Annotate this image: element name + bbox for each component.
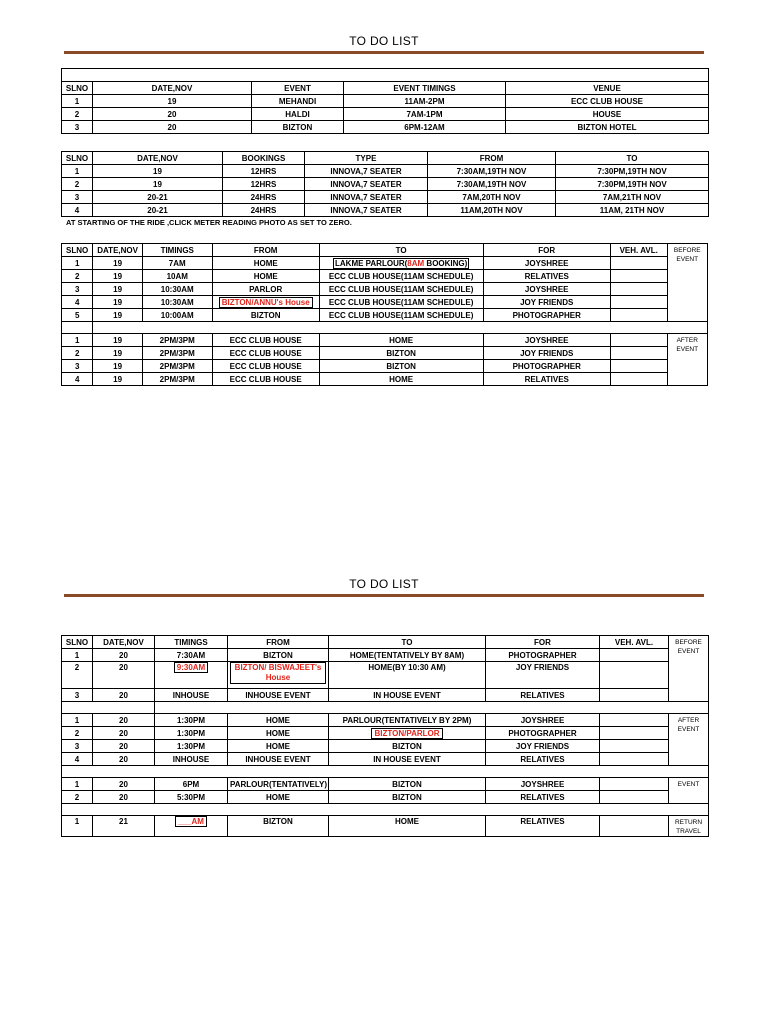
cell: 20: [93, 689, 155, 702]
highlighted-time: 9:30AM: [174, 662, 208, 673]
cell: 10:30AM: [142, 283, 212, 296]
table-row: [62, 373, 708, 386]
table-row: [62, 309, 708, 322]
cell: 7:30AM: [155, 649, 228, 662]
cell: 2: [62, 727, 93, 740]
vehicle-cell: [610, 257, 667, 270]
table-spacer-row: [62, 766, 709, 778]
vehicle-cell: [600, 778, 669, 791]
cell: HOME: [228, 740, 329, 753]
page-title: TO DO LIST: [349, 577, 419, 591]
table-header-row: [62, 636, 709, 649]
cell: 19: [93, 95, 252, 108]
cell: [155, 816, 228, 837]
cell: 20: [93, 108, 252, 121]
header-cell: FROM: [212, 244, 319, 257]
cell: BIZTON: [252, 121, 344, 134]
cell: 20-21: [93, 191, 223, 204]
cell: RELATIVES: [483, 270, 610, 283]
cell: 2: [62, 791, 93, 804]
cell: 20: [93, 778, 155, 791]
cell: INHOUSE: [155, 753, 228, 766]
page-title: TO DO LIST: [349, 34, 419, 48]
cell: HOME(BY 10:30 AM): [329, 662, 486, 689]
cell: 1: [62, 334, 93, 347]
cell: PHOTOGRAPHER: [486, 727, 600, 740]
cell: IN HOUSE EVENT: [329, 753, 486, 766]
cell: HOME: [319, 334, 483, 347]
cell: JOY FRIENDS: [486, 662, 600, 689]
table-row: [62, 296, 708, 309]
cell: BIZTON: [329, 778, 486, 791]
cell: INNOVA,7 SEATER: [305, 165, 428, 178]
table-row: [62, 791, 709, 804]
cell: 20: [93, 791, 155, 804]
cell: 3: [62, 283, 93, 296]
cell: 7:30AM,19TH NOV: [428, 178, 556, 191]
cell: HOME: [319, 373, 483, 386]
vehicle-cell: [600, 714, 669, 727]
cell: JOYSHREE: [483, 257, 610, 270]
cell: [329, 727, 486, 740]
cell: 12HRS: [223, 165, 305, 178]
cell: HALDI: [252, 108, 344, 121]
highlighted-location: BIZTON/ BISWAJEET's House: [230, 662, 326, 684]
cell: RELATIVES: [483, 373, 610, 386]
cell: IN HOUSE EVENT: [329, 689, 486, 702]
table-row: [62, 347, 708, 360]
cell: HOME: [212, 270, 319, 283]
cell: ECC CLUB HOUSE: [506, 95, 709, 108]
cell: 11AM-2PM: [344, 95, 506, 108]
table-header-row: [62, 152, 709, 165]
cell: BIZTON: [228, 816, 329, 837]
cell: 20-21: [93, 204, 223, 217]
vehicle-cell: [600, 816, 669, 837]
cell: [319, 257, 483, 270]
cell: 7:30AM,19TH NOV: [428, 165, 556, 178]
after-event-label: AFTER EVENT: [667, 334, 707, 386]
cell: 20: [93, 121, 252, 134]
table-row: [62, 360, 708, 373]
vehicle-cell: [610, 270, 667, 283]
vehicle-cell: [610, 347, 667, 360]
cell: 20: [93, 649, 155, 662]
cell: PARLOR: [212, 283, 319, 296]
header-cell: BOOKINGS: [223, 152, 305, 165]
cell: 4: [62, 373, 93, 386]
cell: JOYSHREE: [486, 778, 600, 791]
title-divider: [64, 51, 704, 54]
cell: RELATIVES: [486, 791, 600, 804]
cell: BIZTON: [329, 791, 486, 804]
cell: 7:30PM,19TH NOV: [556, 165, 709, 178]
cell: 1: [62, 816, 93, 837]
cell: HOUSE: [506, 108, 709, 121]
to-highlight: 8AM: [407, 258, 425, 268]
vehicle-cell: [600, 753, 669, 766]
table-row: [62, 204, 709, 217]
after-event-label: AFTER EVENT: [669, 714, 709, 766]
cell: 7AM-1PM: [344, 108, 506, 121]
cell: 2PM/3PM: [142, 347, 212, 360]
cell: 2PM/3PM: [142, 360, 212, 373]
cell: MEHANDI: [252, 95, 344, 108]
table-header-row: [62, 244, 708, 257]
table-row: [62, 191, 709, 204]
cell: 4: [62, 753, 93, 766]
cell: [228, 662, 329, 689]
cell: INNOVA,7 SEATER: [305, 191, 428, 204]
cell: 7AM,21TH NOV: [556, 191, 709, 204]
header-cell: FROM: [428, 152, 556, 165]
cell: BIZTON: [228, 649, 329, 662]
header-cell: VEH. AVL.: [610, 244, 667, 257]
table-spacer-row: [62, 702, 709, 714]
vehicle-cell: [600, 791, 669, 804]
header-cell: VENUE: [506, 82, 709, 95]
table-row: [62, 283, 708, 296]
header-cell: EVENT TIMINGS: [344, 82, 506, 95]
vehicle-cell: [600, 662, 669, 689]
cell: HOME: [228, 727, 329, 740]
cell: BIZTON: [319, 347, 483, 360]
cell: 1:30PM: [155, 714, 228, 727]
cell: ECC CLUB HOUSE: [212, 373, 319, 386]
cell: 1:30PM: [155, 727, 228, 740]
vehicle-cell: [600, 740, 669, 753]
cell: PHOTOGRAPHER: [486, 649, 600, 662]
header-cell: SLNO: [62, 152, 93, 165]
table-row: [62, 753, 709, 766]
cell: 10AM: [142, 270, 212, 283]
cell: 1: [62, 257, 93, 270]
vehicle-cell: [610, 283, 667, 296]
events-table: [61, 68, 709, 134]
cell: PHOTOGRAPHER: [483, 360, 610, 373]
header-cell: TO: [319, 244, 483, 257]
cell: 10:30AM: [142, 296, 212, 309]
cell: 19: [93, 309, 143, 322]
bookings-table: [61, 151, 709, 217]
cell: JOY FRIENDS: [483, 347, 610, 360]
cell: 2: [62, 347, 93, 360]
cell: 11AM,20TH NOV: [428, 204, 556, 217]
header-cell: VEH. AVL.: [600, 636, 669, 649]
cell: 5:30PM: [155, 791, 228, 804]
cell: 1: [62, 714, 93, 727]
cell: 3: [62, 191, 93, 204]
event-label: EVENT: [669, 778, 709, 804]
table-row: [62, 257, 708, 270]
table-row: [62, 121, 709, 134]
table-row: [62, 95, 709, 108]
cell: 2: [62, 178, 93, 191]
cell: ECC CLUB HOUSE(11AM SCHEDULE): [319, 296, 483, 309]
cell: BIZTON: [212, 309, 319, 322]
cell: [212, 296, 319, 309]
cell: 7:30PM,19TH NOV: [556, 178, 709, 191]
table-row: [62, 334, 708, 347]
table-row: [62, 816, 709, 837]
cell: 1:30PM: [155, 740, 228, 753]
cell: INHOUSE EVENT: [228, 753, 329, 766]
cell: 19: [93, 334, 143, 347]
header-cell: EVENT: [252, 82, 344, 95]
table-header-row: [62, 82, 709, 95]
to-suffix: BOOKING): [424, 258, 468, 268]
header-cell: TIMINGS: [155, 636, 228, 649]
cell: 20: [93, 727, 155, 740]
cell: HOME: [228, 714, 329, 727]
cell: 1: [62, 649, 93, 662]
title-divider: [64, 594, 704, 597]
before-event-label: BEFORE EVENT: [669, 636, 709, 702]
cell: INNOVA,7 SEATER: [305, 178, 428, 191]
cell: PARLOUR(TENTATIVELY BY 2PM): [329, 714, 486, 727]
return-travel-label: RETURN TRAVEL: [669, 816, 709, 837]
cell: JOYSHREE: [483, 334, 610, 347]
header-cell: TO: [329, 636, 486, 649]
cell: JOY FRIENDS: [486, 740, 600, 753]
header-cell: DATE,NOV: [93, 82, 252, 95]
cell: JOYSHREE: [483, 283, 610, 296]
cell: 1: [62, 778, 93, 791]
header-cell: FROM: [228, 636, 329, 649]
table-blank-row: [62, 69, 709, 82]
cell: 1: [62, 165, 93, 178]
cell: 3: [62, 360, 93, 373]
cell: 12HRS: [223, 178, 305, 191]
cell: JOY FRIENDS: [483, 296, 610, 309]
cell: 4: [62, 204, 93, 217]
cell: INHOUSE EVENT: [228, 689, 329, 702]
cell: 24HRS: [223, 204, 305, 217]
cell: 20: [93, 740, 155, 753]
header-cell: FOR: [486, 636, 600, 649]
table-row: [62, 740, 709, 753]
cell: 2: [62, 108, 93, 121]
cell: [155, 662, 228, 689]
cell: 4: [62, 296, 93, 309]
highlighted-time: ___AM: [175, 816, 207, 827]
vehicle-cell: [610, 360, 667, 373]
cell: 20: [93, 662, 155, 689]
vehicle-cell: [610, 334, 667, 347]
cell: 10:00AM: [142, 309, 212, 322]
cell: RELATIVES: [486, 816, 600, 837]
vehicle-cell: [600, 727, 669, 740]
cell: 3: [62, 121, 93, 134]
cell: ECC CLUB HOUSE: [212, 347, 319, 360]
cell: 19: [93, 373, 143, 386]
vehicle-cell: [610, 373, 667, 386]
vehicle-cell: [610, 296, 667, 309]
highlighted-location: BIZTON/PARLOR: [371, 728, 442, 739]
ride-instruction-note: AT STARTING OF THE RIDE ,CLICK METER READING PHOTO AS SET TO ZERO.: [66, 218, 352, 227]
rides-table: [61, 243, 708, 386]
cell: ECC CLUB HOUSE: [212, 334, 319, 347]
header-cell: SLNO: [62, 636, 93, 649]
cell: RELATIVES: [486, 689, 600, 702]
cell: 1: [62, 95, 93, 108]
cell: 20: [93, 753, 155, 766]
table-spacer-row: [62, 804, 709, 816]
cell: 19: [93, 178, 223, 191]
cell: 19: [93, 360, 143, 373]
table-row: [62, 778, 709, 791]
cell: HOME(TENTATIVELY BY 8AM): [329, 649, 486, 662]
rides-table: [61, 635, 709, 837]
cell: ECC CLUB HOUSE: [212, 360, 319, 373]
header-cell: SLNO: [62, 244, 93, 257]
cell: 19: [93, 283, 143, 296]
cell: 11AM, 21TH NOV: [556, 204, 709, 217]
cell: PARLOUR(TENTATIVELY): [228, 778, 329, 791]
cell: BIZTON: [319, 360, 483, 373]
cell: 24HRS: [223, 191, 305, 204]
to-prefix: LAKME PARLOUR(: [335, 258, 408, 268]
header-cell: FOR: [483, 244, 610, 257]
cell: BIZTON: [329, 740, 486, 753]
header-cell: DATE,NOV: [93, 636, 155, 649]
cell: 6PM: [155, 778, 228, 791]
cell: 19: [93, 257, 143, 270]
cell: 19: [93, 270, 143, 283]
table-row: [62, 689, 709, 702]
header-cell: DATE,NOV: [93, 244, 143, 257]
cell: 2: [62, 662, 93, 689]
table-row: [62, 727, 709, 740]
cell: 3: [62, 689, 93, 702]
header-cell: TO: [556, 152, 709, 165]
table-row: [62, 270, 708, 283]
cell: 7AM: [142, 257, 212, 270]
vehicle-cell: [600, 689, 669, 702]
before-event-label: BEFORE EVENT: [667, 244, 707, 322]
cell: 21: [93, 816, 155, 837]
cell: INNOVA,7 SEATER: [305, 204, 428, 217]
cell: INHOUSE: [155, 689, 228, 702]
cell: HOME: [212, 257, 319, 270]
cell: RELATIVES: [486, 753, 600, 766]
cell: 6PM-12AM: [344, 121, 506, 134]
cell: 5: [62, 309, 93, 322]
vehicle-cell: [610, 309, 667, 322]
header-cell: TIMINGS: [142, 244, 212, 257]
cell: 19: [93, 165, 223, 178]
cell: JOYSHREE: [486, 714, 600, 727]
cell: ECC CLUB HOUSE(11AM SCHEDULE): [319, 309, 483, 322]
cell: ECC CLUB HOUSE(11AM SCHEDULE): [319, 270, 483, 283]
header-cell: DATE,NOV: [93, 152, 223, 165]
table-row: [62, 662, 709, 689]
header-cell: TYPE: [305, 152, 428, 165]
cell: HOME: [329, 816, 486, 837]
cell: PHOTOGRAPHER: [483, 309, 610, 322]
table-row: [62, 165, 709, 178]
header-cell: SLNO: [62, 82, 93, 95]
cell: 2PM/3PM: [142, 334, 212, 347]
table-row: [62, 649, 709, 662]
cell: 19: [93, 296, 143, 309]
cell: BIZTON HOTEL: [506, 121, 709, 134]
table-row: [62, 108, 709, 121]
cell: 20: [93, 714, 155, 727]
cell: 3: [62, 740, 93, 753]
vehicle-cell: [600, 649, 669, 662]
cell: 19: [93, 347, 143, 360]
cell: 7AM,20TH NOV: [428, 191, 556, 204]
highlighted-location: BIZTON/ANNU's House: [219, 297, 313, 308]
table-row: [62, 714, 709, 727]
table-spacer-row: [62, 322, 708, 334]
cell: HOME: [228, 791, 329, 804]
cell: 2PM/3PM: [142, 373, 212, 386]
cell: ECC CLUB HOUSE(11AM SCHEDULE): [319, 283, 483, 296]
cell: 2: [62, 270, 93, 283]
table-row: [62, 178, 709, 191]
